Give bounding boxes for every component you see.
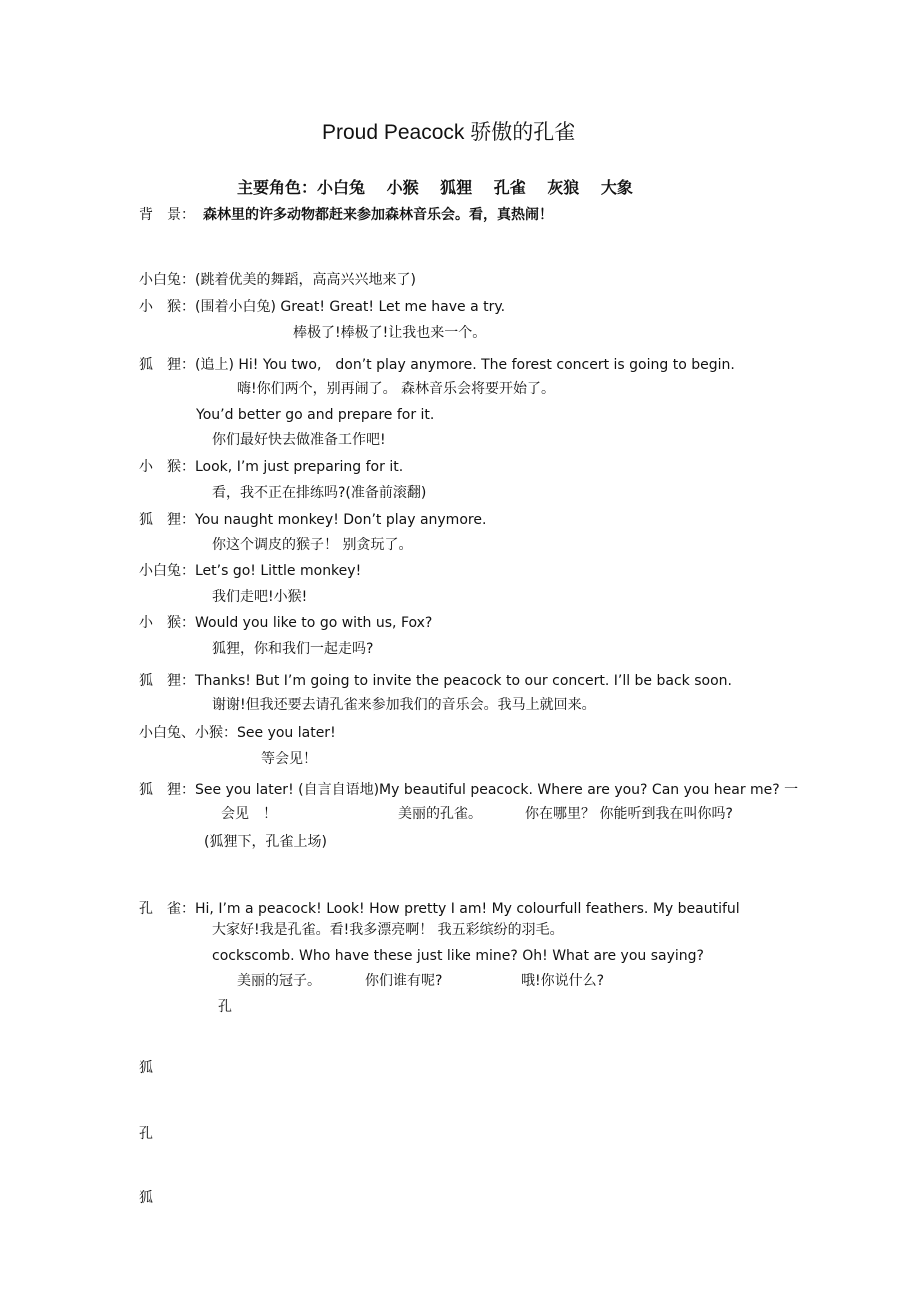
translation-line: 你这个调皮的猴子！ 别贪玩了。 (212, 537, 413, 553)
speaker-fragment: 孔 (139, 1126, 153, 1142)
background-label: 背 景： (139, 207, 195, 223)
script-line: 狐 狸：You naught monkey! Don’t play anymore. (139, 512, 487, 528)
script-line: 小白兔：Let’s go! Little monkey! (139, 563, 362, 579)
translation-line: 会见 ！ (221, 806, 277, 822)
stage-direction: (狐狸下，孔雀上场) (204, 834, 327, 850)
script-line: 小 猴：(围着小白兔) Great! Great! Let me have a try. (139, 299, 506, 315)
script-line: 狐 狸：Thanks! But I’m going to invite the peacock to our concert. I’ll be back soon. (139, 673, 732, 689)
translation-line: 等会见！ (261, 751, 317, 767)
translation-line: 美丽的冠子。 (237, 973, 321, 989)
translation-line: 美丽的孔雀。 (398, 806, 482, 822)
translation-line: 狐狸，你和我们一起走吗? (212, 641, 374, 657)
script-line: 小白兔、小猴：See you later! (139, 725, 336, 741)
roles-line: 主要角色：小白兔 小猴 狐狸 孔雀 灰狼 大象 (237, 178, 633, 197)
translation-line: 你们最好快去做准备工作吧! (212, 432, 386, 448)
script-line: 小白兔：(跳着优美的舞蹈，高高兴兴地来了) (139, 272, 416, 288)
script-line: You’d better go and prepare for it. (196, 407, 435, 423)
speaker-fragment: 狐 (139, 1190, 153, 1206)
speaker-fragment: 孔 (218, 999, 232, 1015)
translation-line: 棒极了!棒极了!让我也来一个。 (293, 325, 487, 341)
translation-line: 嗨!你们两个，别再闹了。 森林音乐会将要开始了。 (237, 381, 556, 397)
translation-line: 大家好!我是孔雀。看!我多漂亮啊！ 我五彩缤纷的羽毛。 (212, 922, 564, 938)
page-title: Proud Peacock 骄傲的孔雀 (322, 121, 576, 144)
translation-line: 我们走吧!小猴! (212, 589, 308, 605)
script-line: 狐 狸：(追上) Hi! You two, don’t play anymore. The forest concert is going to begin. (139, 357, 735, 373)
script-line: 小 猴：Look, I’m just preparing for it. (139, 459, 404, 475)
translation-line: 看，我不正在排练吗?(准备前滚翻) (212, 485, 427, 501)
script-line: 狐 狸：See you later! (自言自语地)My beautiful peacock. Where are you? Can you hear me? 一 (139, 782, 799, 798)
speaker-fragment: 狐 (139, 1060, 153, 1076)
translation-line: 哦!你说什么? (521, 973, 605, 989)
script-line: cockscomb. Who have these just like mine? Oh! What are you saying? (212, 948, 704, 964)
translation-line: 你们谁有呢? (365, 973, 443, 989)
translation-line: 谢谢!但我还要去请孔雀来参加我们的音乐会。我马上就回来。 (212, 697, 596, 713)
script-line: 小 猴：Would you like to go with us, Fox? (139, 615, 433, 631)
script-line: 孔 雀：Hi, I’m a peacock! Look! How pretty I am! My colourfull feathers. My beautiful (139, 901, 740, 917)
background-text: 森林里的许多动物都赶来参加森林音乐会。看，真热闹！ (203, 207, 553, 223)
translation-line: 你在哪里？ 你能听到我在叫你吗? (525, 806, 733, 822)
